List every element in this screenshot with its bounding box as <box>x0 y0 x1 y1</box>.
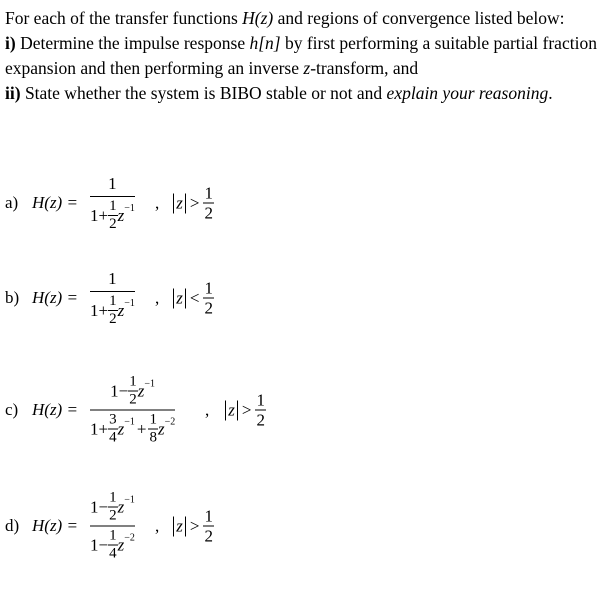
z-var: z <box>137 381 145 400</box>
coef-num: 1 <box>129 373 137 390</box>
fraction-bar <box>90 196 135 197</box>
relation: > <box>189 516 200 535</box>
lhs <box>32 400 78 420</box>
region-of-convergence <box>205 392 266 429</box>
lhs-text: H(z) = <box>32 193 78 212</box>
comma: , <box>205 400 210 419</box>
denominator <box>90 529 135 562</box>
lhs <box>32 193 78 213</box>
relation: > <box>241 400 252 419</box>
z-var: z <box>117 419 125 438</box>
z-var: z <box>117 535 125 554</box>
abs-z: z <box>173 516 186 536</box>
coef-den: 8 <box>149 429 157 446</box>
instruction-i-text-c: -transform, and <box>310 58 419 78</box>
coef-den: 2 <box>129 391 137 408</box>
intro-text-b: and regions of convergence listed below: <box>273 8 565 28</box>
roc-num: 1 <box>204 183 213 203</box>
numerator: 1 <box>108 269 117 288</box>
z-symbol: z <box>303 58 311 78</box>
coef-den: 4 <box>109 545 117 562</box>
z-var: z <box>117 300 125 320</box>
coef-num: 1 <box>149 411 157 428</box>
exponent: −1 <box>124 416 135 428</box>
coef-den: 2 <box>109 311 117 327</box>
instruction-ii-italic: explain your reasoning <box>386 83 549 103</box>
coef-den: 2 <box>109 216 117 232</box>
coef-num: 1 <box>109 489 117 506</box>
relation: < <box>189 288 200 307</box>
numerator <box>90 491 135 524</box>
roc-den: 2 <box>204 203 213 223</box>
problem-label: d) <box>5 516 20 535</box>
roc-den: 2 <box>204 298 213 318</box>
denominator <box>90 199 135 232</box>
exponent: −1 <box>124 494 135 506</box>
numerator: 1 <box>108 174 117 193</box>
transfer-function-fraction <box>90 491 135 562</box>
problem-statement <box>5 6 603 106</box>
abs-z: z <box>173 193 186 213</box>
exponent: −1 <box>124 298 135 309</box>
lhs <box>32 516 78 536</box>
denominator <box>90 413 175 446</box>
coef-num: 3 <box>109 411 117 428</box>
instruction-i-label: i) <box>5 33 16 53</box>
roc-num: 1 <box>256 390 265 410</box>
coef-den: 4 <box>109 429 117 446</box>
instruction-ii <box>5 81 603 106</box>
denominator-prefix: 1+ <box>90 300 109 320</box>
z-var: z <box>117 497 125 516</box>
comma: , <box>155 193 160 212</box>
exponent: −2 <box>164 416 176 428</box>
instruction-i <box>5 31 603 81</box>
exponent: −1 <box>144 378 156 390</box>
numerator-prefix: 1− <box>110 381 129 400</box>
lhs-text: H(z) = <box>32 516 78 535</box>
instruction-ii-end: . <box>548 83 553 103</box>
coef-num: 1 <box>109 198 117 214</box>
abs-z: z <box>173 288 186 308</box>
lhs-text: H(z) = <box>32 400 78 419</box>
relation: > <box>189 193 200 212</box>
problem-label: b) <box>5 288 20 307</box>
intro-text: For each of the transfer functions <box>5 8 243 28</box>
instruction-i-text-a: Determine the impulse response <box>15 33 250 53</box>
roc-den: 2 <box>256 410 265 430</box>
comma: , <box>155 288 160 307</box>
denominator-prefix: 1+ <box>90 205 109 225</box>
z-var: z <box>157 419 165 438</box>
exponent: −2 <box>124 532 135 544</box>
abs-z: z <box>225 400 238 420</box>
fraction-bar <box>90 410 175 411</box>
transfer-function-fraction <box>90 269 135 327</box>
region-of-convergence <box>155 280 214 317</box>
impulse-response-symbol: h[n] <box>249 33 281 53</box>
denominator-prefix: 1− <box>90 535 109 554</box>
coef-den: 2 <box>109 507 117 524</box>
region-of-convergence <box>155 508 214 545</box>
fraction-bar <box>90 526 135 527</box>
comma: , <box>155 516 160 535</box>
denominator-prefix: 1+ <box>90 419 109 438</box>
coef-num: 1 <box>109 293 117 309</box>
lhs-text: H(z) = <box>32 288 78 307</box>
roc-num: 1 <box>204 506 213 526</box>
lhs <box>32 288 78 308</box>
instruction-i-text-b: by first performing a suitable partial fraction expansion and then performing an inverse <box>5 33 597 78</box>
fraction-bar <box>90 291 135 292</box>
exponent: −1 <box>124 203 135 214</box>
plus-sign: + <box>136 419 147 438</box>
z-var: z <box>117 205 125 225</box>
transfer-function-symbol: H(z) <box>242 8 274 28</box>
transfer-function-fraction <box>90 174 135 232</box>
instruction-ii-label: ii) <box>5 83 21 103</box>
problem-label: c) <box>5 400 19 419</box>
region-of-convergence <box>155 185 214 222</box>
instruction-ii-text: State whether the system is BIBO stable or not and <box>20 83 387 103</box>
roc-den: 2 <box>204 526 213 546</box>
coef-num: 1 <box>109 527 117 544</box>
denominator <box>90 294 135 327</box>
roc-num: 1 <box>204 278 213 298</box>
transfer-function-fraction <box>90 375 175 446</box>
problem-label: a) <box>5 193 19 212</box>
numerator-prefix: 1− <box>90 497 109 516</box>
numerator <box>110 375 155 408</box>
intro-line <box>5 6 603 31</box>
